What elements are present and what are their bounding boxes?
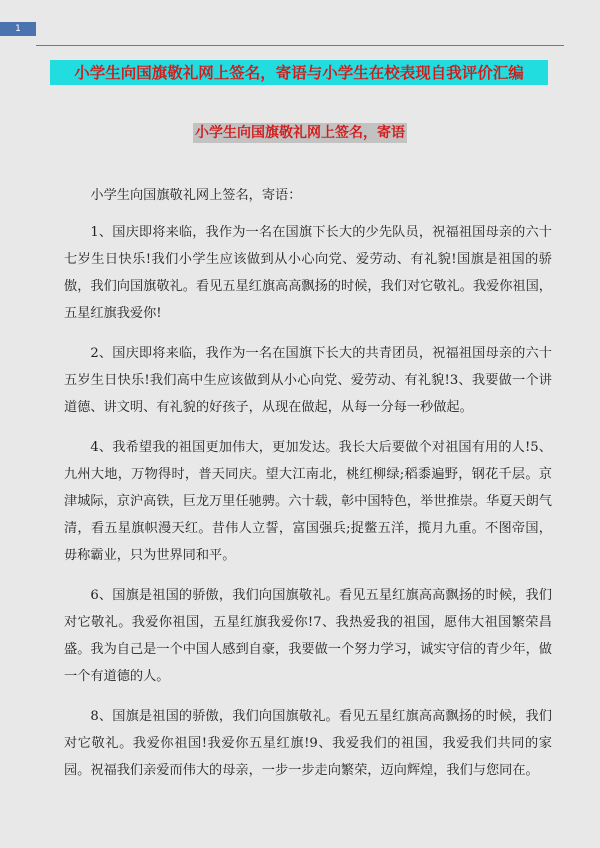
document-title: 小学生向国旗敬礼网上签名，寄语与小学生在校表现自我评价汇编: [50, 60, 548, 85]
body-paragraph-1: 1、国庆即将来临，我作为一名在国旗下长大的少先队员，祝福祖国母亲的六十七岁生日快乐!我们小学生应该做到从小心向党、爱劳动、有礼貌!国旗是祖国的骄傲，我们向国旗敬礼。看见五星红旗高高飘扬的时候，我们对它敬礼。我爱你祖国，五星红旗我爱你!: [64, 225, 552, 321]
intro-paragraph: 小学生向国旗敬礼网上签名，寄语：: [90, 188, 302, 203]
page-number-badge: 1: [0, 22, 36, 36]
section-heading-container: [0, 122, 600, 143]
body-paragraph-3: 4、我希望我的祖国更加伟大，更加发达。我长大后要做个对祖国有用的人!5、九州大地，万物得时，普天同庆。望大江南北，桃红柳绿;稻黍遍野，钢花千层。京津城际，京沪高铁，巨龙万里任驰骋。六十载，彰中国特色，举世推崇。华夏天朗气清，看五星旗帜漫天红。昔伟人立誓，富国强兵;捉鳖五洋，揽月九重。不图帝国，毋称霸业，只为世界同和平。: [64, 440, 552, 563]
section-heading: 小学生向国旗敬礼网上签名，寄语: [195, 125, 405, 141]
header-divider: [36, 45, 564, 46]
body-paragraph-2: 2、国庆即将来临，我作为一名在国旗下长大的共青团员，祝福祖国母亲的六十五岁生日快乐!我们高中生应该做到从小心向党、爱劳动、有礼貌!3、我要做一个讲道德、讲文明、有礼貌的好孩子，从现在做起，从每一分每一秒做起。: [64, 346, 552, 415]
body-paragraph-4: 6、国旗是祖国的骄傲，我们向国旗敬礼。看见五星红旗高高飘扬的时候，我们对它敬礼。我爱你祖国，五星红旗我爱你!7、我热爱我的祖国，愿伟大祖国繁荣昌盛。我为自己是一个中国人感到自豪，我要做一个努力学习，诚实守信的青少年，做一个有道德的人。: [64, 588, 552, 684]
document-body: [64, 182, 552, 797]
body-paragraph-5: 8、国旗是祖国的骄傲，我们向国旗敬礼。看见五星红旗高高飘扬的时候，我们对它敬礼。我爱你祖国!我爱你五星红旗!9、我爱我们的祖国，我爱我们共同的家园。祝福我们亲爱而伟大的母亲，一步一步走向繁荣，迈向辉煌，我们与您同在。: [64, 709, 552, 778]
